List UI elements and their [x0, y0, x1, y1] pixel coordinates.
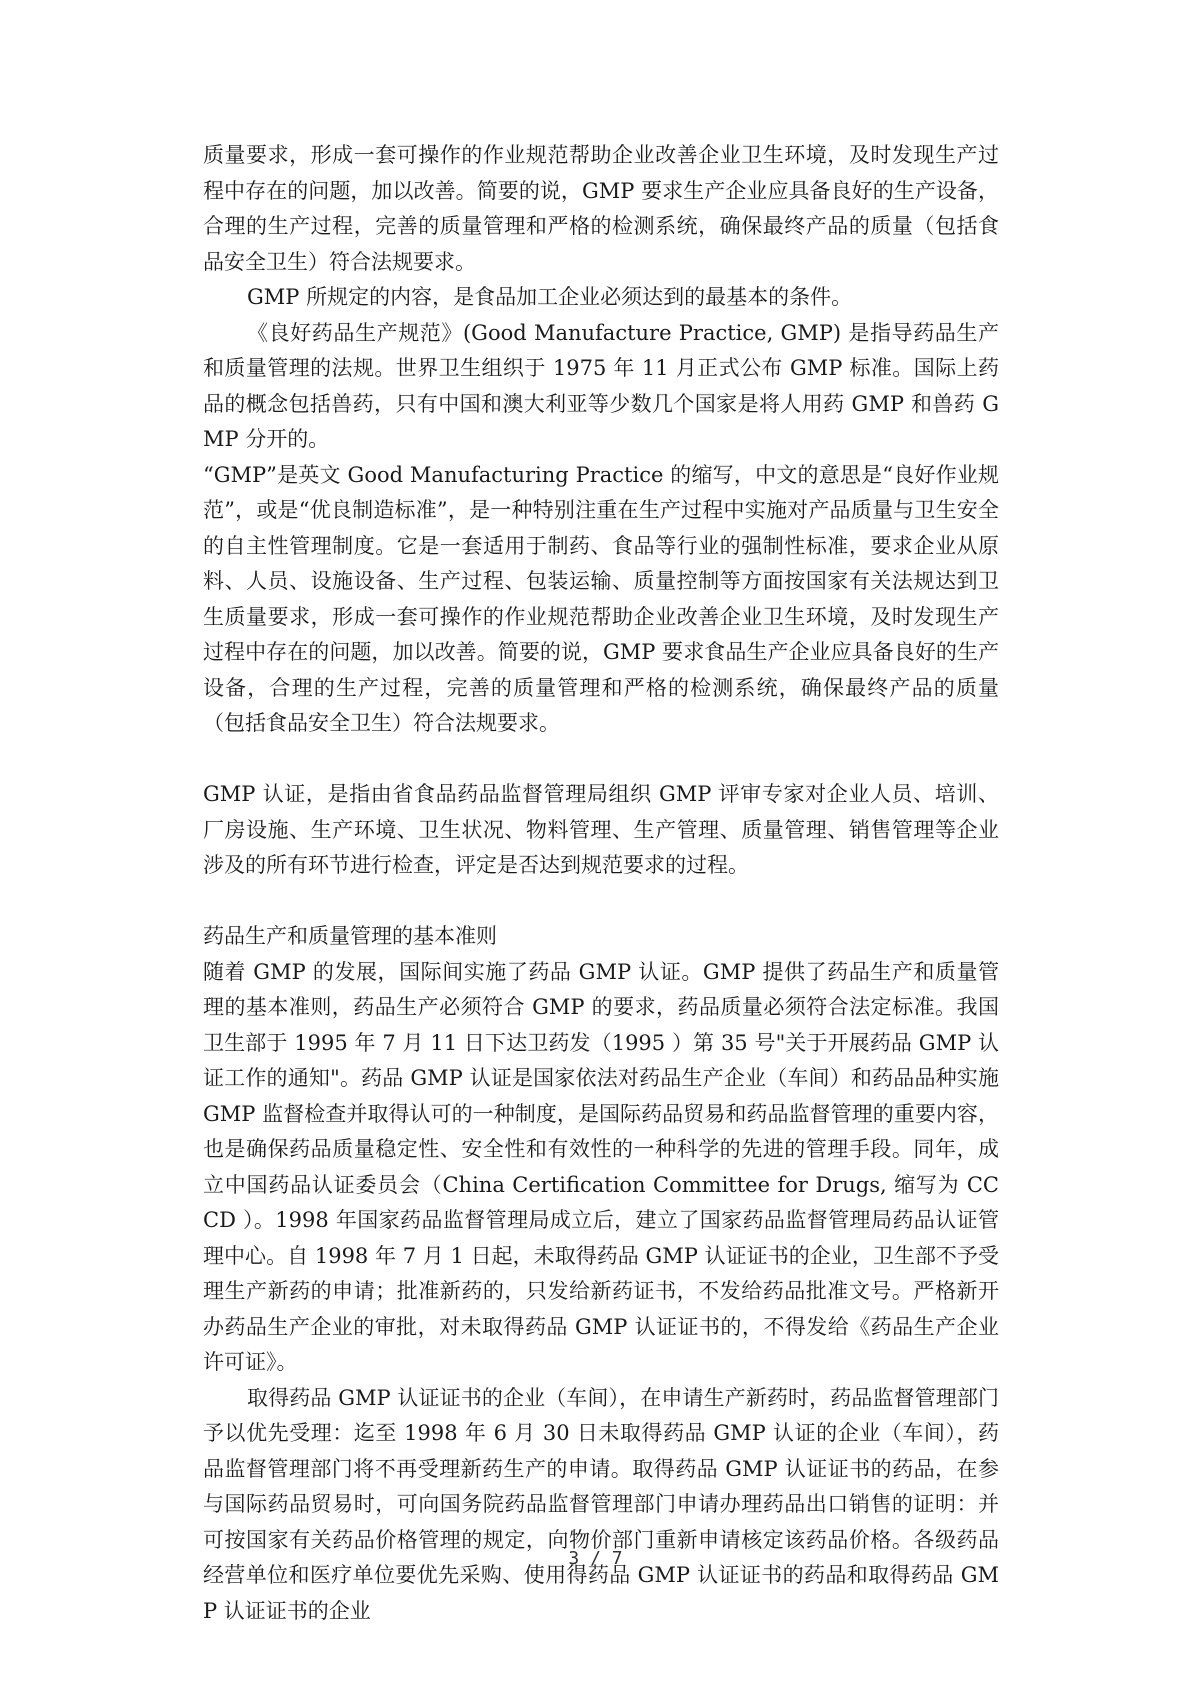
paragraph-gmp-definition: “GMP”是英文 Good Manufacturing Practice 的缩写，中文的意思是“良好作业规范”，或是“优良制造标准”，是一种特别注重在生产过程中实施对产品质量与卫生安全的自主性管理制度。它是一套适用于制药、食品等行业的强制性标准，要求企业从原料、人员、设施设备、生产过程、包装运输、质量控制等方面按国家有关法规达到卫生质量要求，形成一套可操作的作业规范帮助企业改善企业卫生环境，及时发现生产过程中存在的问题，加以改善。简要的说，GMP 要求食品生产企业应具备良好的生产设备，合理的生产过程，完善的质量管理和严格的检测系统，确保最终产品的质量（包括食品安全卫生）符合法规要求。: [203, 462, 999, 735]
paragraph-gmp-certification: GMP 认证，是指由省食品药品监督管理局组织 GMP 评审专家对企业人员、培训、厂房设施、生产环境、卫生状况、物料管理、生产管理、质量管理、销售管理等企业涉及的所有环节进行检查，评定是否达到规范要求的过程。: [203, 782, 999, 877]
paragraph-certified-enterprise-benefits: 取得药品 GMP 认证证书的企业（车间），在申请生产新药时，药品监督管理部门予以优先受理：迄至 1998 年 6 月 30 日未取得药品 GMP 认证的企业（车间），药品监督管理部门将不再受理新药生产的申请。取得药品 GMP 认证证书的药品，在参与国际药品贸易时，可向国务院药品监督管理部门申请办理药品出口销售的证明：并可按国家有关药品价格管理的规定，向物价部门重新申请核定该药品价格。各级药品经营单位和医疗单位要优先采购、使用得药品 GMP 认证证书的药品和取得药品 GMP 认证证书的企业: [203, 1385, 999, 1623]
paragraph-gmp-quality-requirements: 质量要求，形成一套可操作的作业规范帮助企业改善企业卫生环境，及时发现生产过程中存在的问题，加以改善。简要的说，GMP 要求生产企业应具备良好的生产设备，合理的生产过程，完善的质量管理和严格的检测系统，确保最终产品的质量（包括食品安全卫生）符合法规要求。: [203, 143, 999, 274]
section-heading-basic-principles: 药品生产和质量管理的基本准则: [203, 924, 497, 948]
paragraph-good-drug-manufacturing-practice: 《良好药品生产规范》(Good Manufacture Practice, GMP) 是指导药品生产和质量管理的法规。世界卫生组织于 1975 年 11 月正式公布 GMP 标准。国际上药品的概念包括兽药，只有中国和澳大利亚等少数几个国家是将人用药 GMP 和兽药 GMP 分开的。: [203, 320, 999, 451]
paragraph-gmp-basic-conditions: GMP 所规定的内容，是食品加工企业必须达到的最基本的条件。: [247, 285, 853, 309]
page-number: 3 / 7: [568, 1548, 623, 1569]
document-body: [203, 138, 999, 1629]
paragraph-gmp-development-history: 随着 GMP 的发展，国际间实施了药品 GMP 认证。GMP 提供了药品生产和质量管理的基本准则，药品生产必须符合 GMP 的要求，药品质量必须符合法定标准。我国卫生部于 1995 年 7 月 11 日下达卫药发（1995 ）第 35 号"关于开展药品 GMP 认证工作的通知"。药品 GMP 认证是国家依法对药品生产企业（车间）和药品品种实施 GMP 监督检查并取得认可的一种制度，是国际药品贸易和药品监督管理的重要内容，也是确保药品质量稳定性、安全性和有效性的一种科学的先进的管理手段。同年，成立中国药品认证委员会（China Certification Committee for Drugs, 缩写为 CCCD ）。1998 年国家药品监督管理局成立后，建立了国家药品监督管理局药品认证管理中心。自 1998 年 7 月 1 日起，未取得药品 GMP 认证证书的企业，卫生部不予受理生产新药的申请；批准新药的，只发给新药证书，不发给药品批准文号。严格新开办药品生产企业的审批，对未取得药品 GMP 认证证书的，不得发给《药品生产企业许可证》。: [203, 959, 999, 1374]
